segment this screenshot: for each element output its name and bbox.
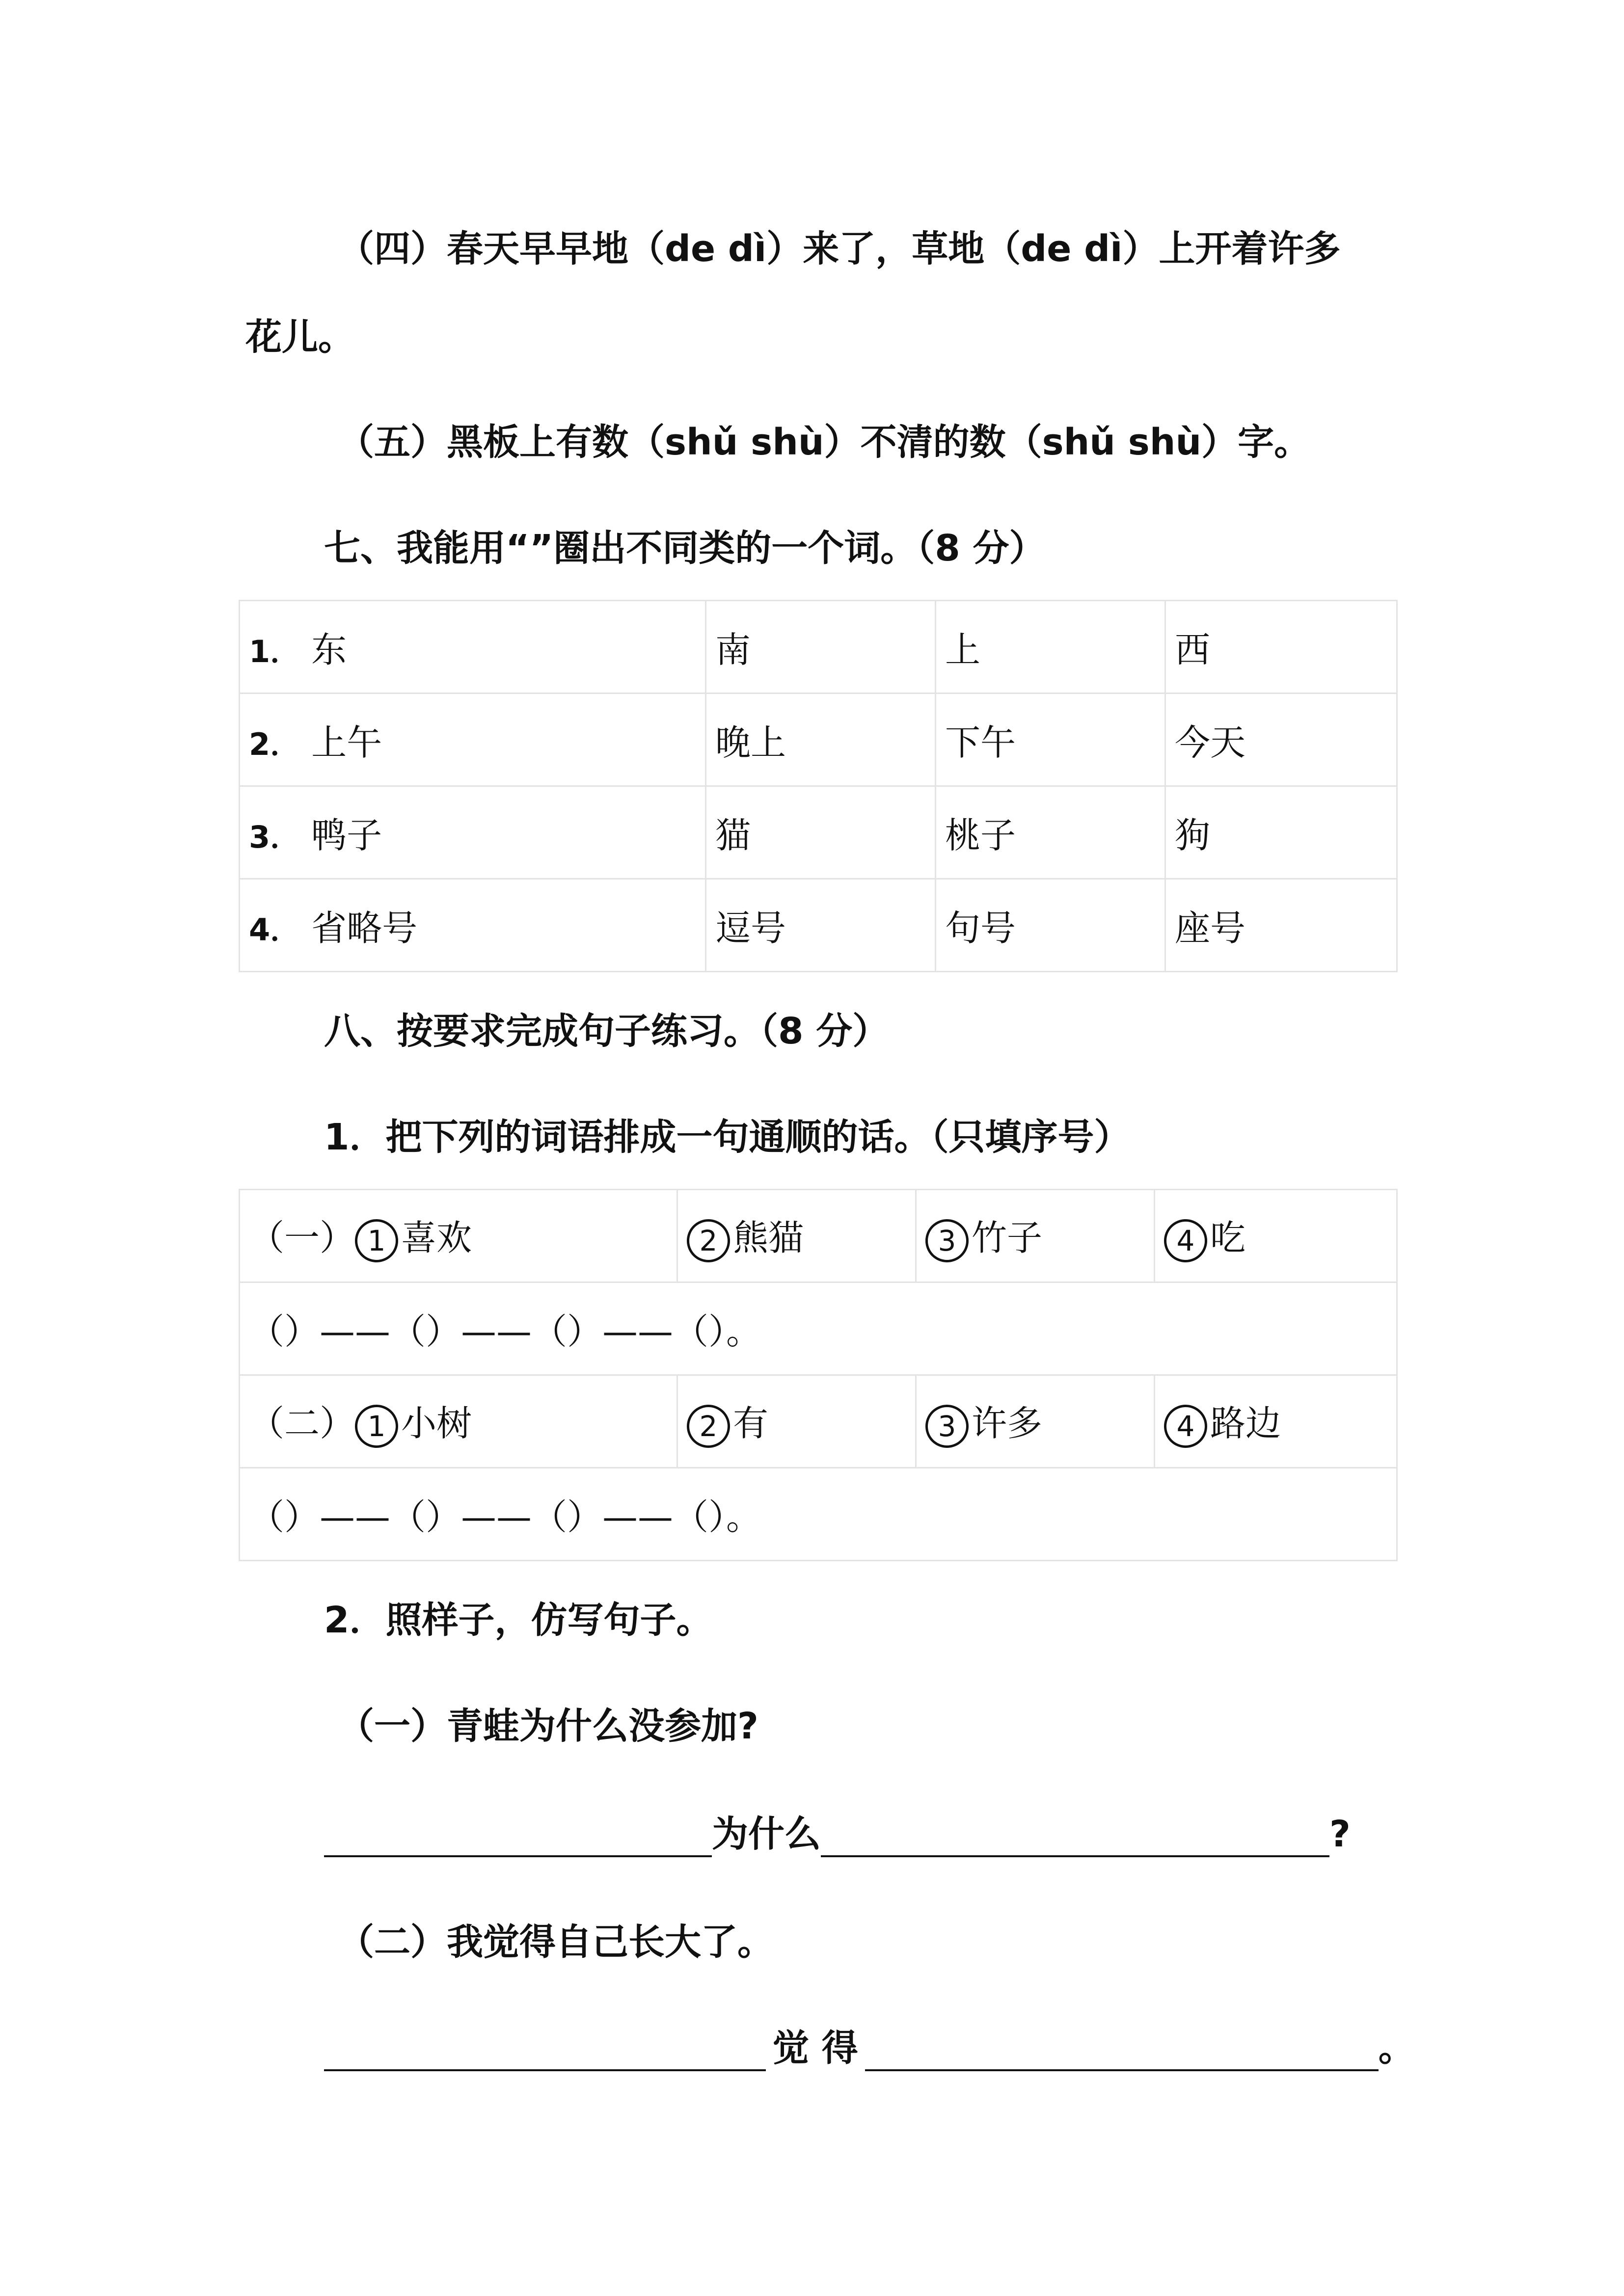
word-cell[interactable] bbox=[240, 694, 706, 786]
row-number: 4． bbox=[249, 912, 301, 948]
task-1-title: 1．把下列的词语排成一句通顺的话。（只填序号） bbox=[324, 1116, 1131, 1158]
question-4-line1: （四）春天早早地（de dì）来了，草地（de dì）上开着许多 bbox=[338, 228, 1341, 270]
word: 小树 bbox=[401, 1403, 472, 1444]
word: 鸭子 bbox=[311, 815, 382, 856]
group-prefix: （二） bbox=[249, 1403, 355, 1444]
word-cell[interactable]: 狗 bbox=[1165, 786, 1397, 879]
word-cell[interactable]: 南 bbox=[706, 601, 936, 694]
answer-field[interactable]: （）——（）——（）——（）。 bbox=[240, 1468, 1397, 1561]
circled-number: 2 bbox=[687, 1219, 730, 1262]
word-option-cell bbox=[677, 1375, 916, 1468]
example-2: （二）我觉得自己长大了。 bbox=[338, 1921, 774, 1963]
word: 竹子 bbox=[972, 1217, 1043, 1259]
word-cell[interactable]: 句号 bbox=[936, 879, 1165, 972]
word: 喜欢 bbox=[401, 1217, 472, 1259]
table-row bbox=[240, 694, 1397, 786]
word-cell[interactable] bbox=[240, 786, 706, 879]
row-number: 1． bbox=[249, 634, 301, 669]
blank-field[interactable] bbox=[821, 1821, 1329, 1857]
word-cell[interactable]: 今天 bbox=[1165, 694, 1397, 786]
line-1-middle: 为什么 bbox=[712, 1813, 821, 1855]
word: 上午 bbox=[311, 722, 382, 763]
group-prefix: （一） bbox=[249, 1217, 355, 1259]
section-8-title: 八、按要求完成句子练习。（8 分） bbox=[324, 1010, 889, 1052]
line-2-middle: 觉 得 bbox=[773, 2027, 858, 2069]
imitation-line-1 bbox=[324, 1805, 1351, 1857]
sentence-order-table bbox=[239, 1189, 1398, 1561]
circled-number: 1 bbox=[355, 1405, 398, 1448]
word-cell[interactable] bbox=[240, 879, 706, 972]
word: 吃 bbox=[1210, 1217, 1246, 1259]
circled-number: 1 bbox=[355, 1219, 398, 1262]
word: 熊猫 bbox=[733, 1217, 804, 1259]
word-option-cell bbox=[1155, 1375, 1397, 1468]
circled-number: 2 bbox=[687, 1405, 730, 1448]
word-cell[interactable]: 晚上 bbox=[706, 694, 936, 786]
word: 东 bbox=[311, 629, 347, 670]
word-cell[interactable]: 座号 bbox=[1165, 879, 1397, 972]
word: 有 bbox=[733, 1403, 769, 1444]
table-row bbox=[240, 786, 1397, 879]
question-5: （五）黑板上有数（shǔ shù）不清的数（shǔ shù）字。 bbox=[338, 421, 1311, 463]
word-option-cell bbox=[240, 1375, 677, 1468]
table-row bbox=[240, 1282, 1397, 1375]
word-option-cell bbox=[240, 1190, 677, 1282]
row-number: 2． bbox=[249, 726, 301, 762]
circled-number: 4 bbox=[1164, 1405, 1207, 1448]
question-4-line2: 花儿。 bbox=[245, 316, 354, 358]
imitation-line-2 bbox=[324, 2019, 1415, 2071]
word-option-cell bbox=[916, 1190, 1155, 1282]
table-row bbox=[240, 1190, 1397, 1282]
word-cell[interactable]: 桃子 bbox=[936, 786, 1165, 879]
word: 省略号 bbox=[311, 908, 418, 949]
word-cell[interactable]: 逗号 bbox=[706, 879, 936, 972]
blank-field[interactable] bbox=[865, 2035, 1379, 2071]
word: 路边 bbox=[1210, 1403, 1281, 1444]
task-2-title: 2．照样子，仿写句子。 bbox=[324, 1599, 713, 1641]
word-cell[interactable]: 上 bbox=[936, 601, 1165, 694]
word-cell[interactable]: 西 bbox=[1165, 601, 1397, 694]
section-7-title: 七、我能用“”圈出不同类的一个词。（8 分） bbox=[324, 527, 1046, 569]
word-cell[interactable] bbox=[240, 601, 706, 694]
word: 许多 bbox=[972, 1403, 1043, 1444]
word-option-cell bbox=[677, 1190, 916, 1282]
word-cell[interactable]: 下午 bbox=[936, 694, 1165, 786]
line-2-end: 。 bbox=[1378, 2027, 1415, 2069]
circled-number: 3 bbox=[925, 1405, 969, 1448]
word-cell[interactable]: 猫 bbox=[706, 786, 936, 879]
table-row bbox=[240, 879, 1397, 972]
circled-number: 3 bbox=[925, 1219, 969, 1262]
example-1: （一）青蛙为什么没参加? bbox=[338, 1705, 758, 1747]
table-row bbox=[240, 601, 1397, 694]
blank-field[interactable] bbox=[324, 1821, 712, 1857]
blank-field[interactable] bbox=[324, 2035, 766, 2071]
answer-field[interactable]: （）——（）——（）——（）。 bbox=[240, 1282, 1397, 1375]
word-option-cell bbox=[916, 1375, 1155, 1468]
word-option-cell bbox=[1155, 1190, 1397, 1282]
row-number: 3． bbox=[249, 819, 301, 855]
circled-number: 4 bbox=[1164, 1219, 1207, 1262]
table-row bbox=[240, 1375, 1397, 1468]
table-row bbox=[240, 1468, 1397, 1561]
line-1-end: ? bbox=[1329, 1813, 1351, 1855]
odd-word-table bbox=[239, 600, 1398, 972]
